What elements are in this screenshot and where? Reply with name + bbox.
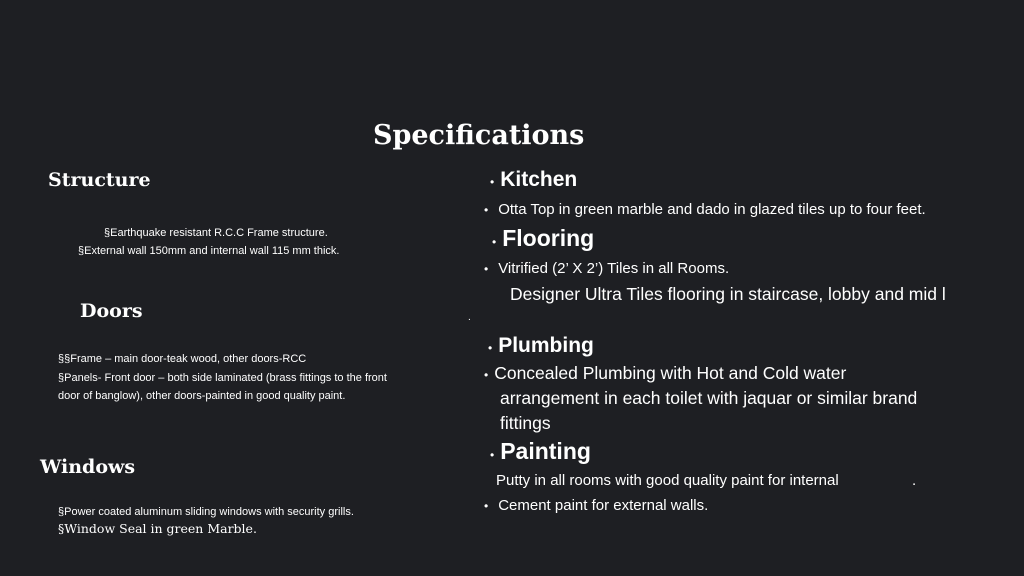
bullet-icon: • — [490, 175, 495, 189]
bullet-icon: • — [484, 203, 489, 217]
painting-item-1-text: Putty in all rooms with good quality paint for internal — [496, 472, 839, 489]
bullet-icon: • — [490, 448, 495, 462]
plumbing-line-3: fittings — [500, 413, 551, 433]
bullet-icon: • — [484, 262, 489, 276]
kitchen-heading: Kitchen — [500, 168, 578, 191]
flooring-dot: . — [468, 312, 471, 323]
windows-line-2: §Window Seal in green Marble. — [58, 521, 257, 536]
bullet-icon: • — [484, 499, 489, 513]
painting-item-2 — [484, 497, 708, 514]
doors-line-3: door of banglow), other doors-painted in good quality paint. — [58, 390, 346, 402]
structure-heading: Structure — [48, 169, 151, 191]
doors-line-2: §Panels- Front door – both side laminated (brass fittings to the front — [58, 372, 387, 384]
flooring-item-1-text: Vitrified (2’ X 2’) Tiles in all Rooms. — [498, 260, 730, 277]
windows-line-1: §Power coated aluminum sliding windows with security grills. — [58, 506, 354, 518]
structure-line-2: §External wall 150mm and internal wall 115 mm thick. — [78, 245, 340, 257]
flooring-item-1 — [484, 260, 729, 277]
doors-heading: Doors — [80, 300, 143, 322]
flooring-item-2-text: Designer Ultra Tiles flooring in staircase, lobby and mid l — [510, 284, 946, 304]
plumbing-line-2: arrangement in each toilet with jaquar or similar brand — [500, 388, 918, 408]
flooring-item-2 — [506, 284, 946, 305]
plumbing-line-1-text: Concealed Plumbing with Hot and Cold water — [494, 363, 847, 383]
painting-heading: Painting — [500, 438, 591, 464]
painting-item-1 — [492, 472, 839, 489]
painting-item-1-end: . — [912, 472, 917, 489]
flooring-heading: Flooring — [502, 225, 595, 251]
plumbing-heading-row — [488, 334, 594, 358]
bullet-icon: • — [484, 368, 489, 382]
kitchen-item-1-text: Otta Top in green marble and dado in glazed tiles up to four feet. — [498, 201, 926, 218]
structure-line-1: §Earthquake resistant R.C.C Frame structure. — [104, 227, 328, 239]
painting-item-2-text: Cement paint for external walls. — [498, 497, 709, 514]
painting-heading-row — [490, 438, 591, 465]
windows-heading: Windows — [40, 456, 136, 478]
bullet-icon: • — [492, 235, 497, 249]
kitchen-heading-row — [490, 168, 577, 192]
slide-title: Specifications — [373, 120, 585, 151]
plumbing-line-1 — [484, 363, 846, 384]
plumbing-heading: Plumbing — [498, 334, 594, 357]
flooring-heading-row — [492, 225, 594, 252]
bullet-icon: • — [488, 341, 493, 355]
doors-line-1: §§Frame – main door-teak wood, other doors-RCC — [58, 353, 307, 365]
kitchen-item-1 — [484, 201, 926, 218]
